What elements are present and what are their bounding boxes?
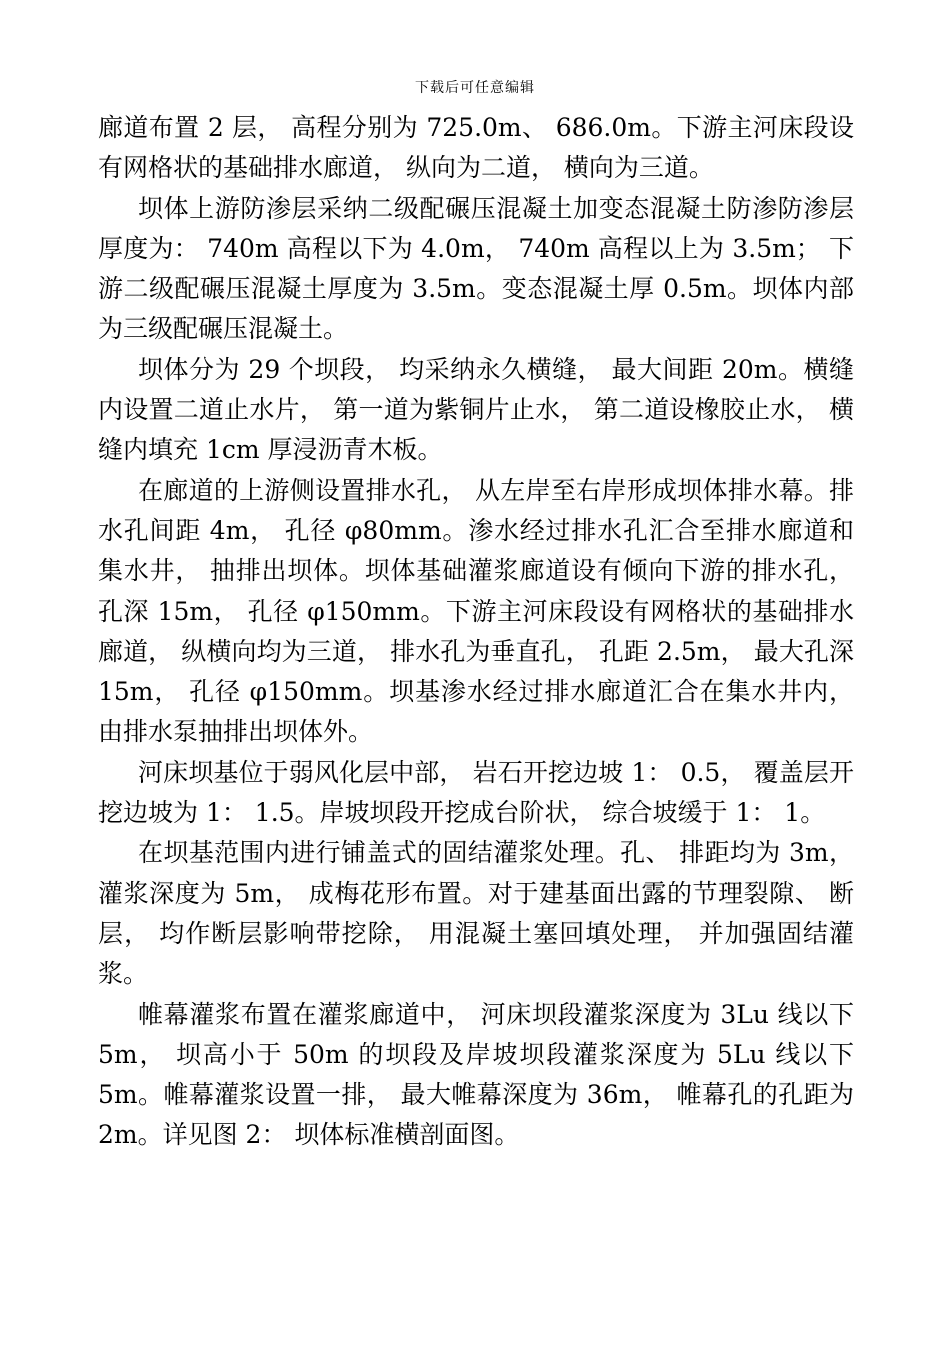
page-header: 下载后可任意编辑: [415, 80, 535, 96]
paragraph-gallery-layout: 廊道布置 2 层， 高程分别为 725.0m、 686.0m。下游主河床段设有网格状的基础排水廊道， 纵向为二道， 横向为三道。: [98, 113, 854, 183]
paragraph-consolidation-grouting: 在坝基范围内进行铺盖式的固结灌浆处理。孔、 排距均为 3m， 灌浆深度为 5m， 成梅花形布置。对于建基面出露的节理裂隙、 断层， 均作断层影响带挖除， 用混凝土塞回填处理， 并加强固结灌浆。: [98, 838, 854, 989]
paragraph-excavation-slopes: 河床坝基位于弱风化层中部， 岩石开挖边坡 1： 0.5， 覆盖层开挖边坡为 1： 1.5。岸坡坝段开挖成台阶状， 综合坡缓于 1： 1。: [98, 757, 854, 828]
paragraph-dam-sections: 坝体分为 29 个坝段， 均采纳永久横缝， 最大间距 20m。横缝内设置二道止水片， 第一道为紫铜片止水， 第二道设橡胶止水， 横缝内填充 1cm 厚浸沥青木板。: [98, 354, 854, 465]
paragraph-drainage-holes: 在廊道的上游侧设置排水孔， 从左岸至右岸形成坝体排水幕。排水孔间距 4m， 孔径 φ80mm。渗水经过排水孔汇合至排水廊道和集水井， 抽排出坝体。坝体基础灌浆廊道设有倾向下游的排水孔， 孔深 15m， 孔径 φ150mm。下游主河床段设有网格状的基础排水廊道， 纵横向均为三道， 排水孔为垂直孔， 孔距 2.5m， 最大孔深 15m， 孔径 φ150mm。坝基渗水经过排水廊道汇合在集水井内， 由排水泵抽排出坝体外。: [98, 475, 854, 747]
paragraph-curtain-grouting: 帷幕灌浆布置在灌浆廊道中， 河床坝段灌浆深度为 3Lu 线以下 5m， 坝高小于 50m 的坝段及岸坡坝段灌浆深度为 5Lu 线以下 5m。帷幕灌浆设置一排， 最大帷幕深度为 36m， 帷幕孔的孔距为 2m。详见图 2： 坝体标准横剖面图。: [98, 999, 854, 1150]
document-body: [98, 108, 854, 1156]
paragraph-seepage-layer: 坝体上游防渗层采纳二级配碾压混凝土加变态混凝土防渗防渗层厚度为： 740m 高程以下为 4.0m， 740m 高程以上为 3.5m； 下游二级配碾压混凝土厚度为 3.5m。变态混凝土厚 0.5m。坝体内部为三级配碾压混凝土。: [98, 193, 854, 344]
